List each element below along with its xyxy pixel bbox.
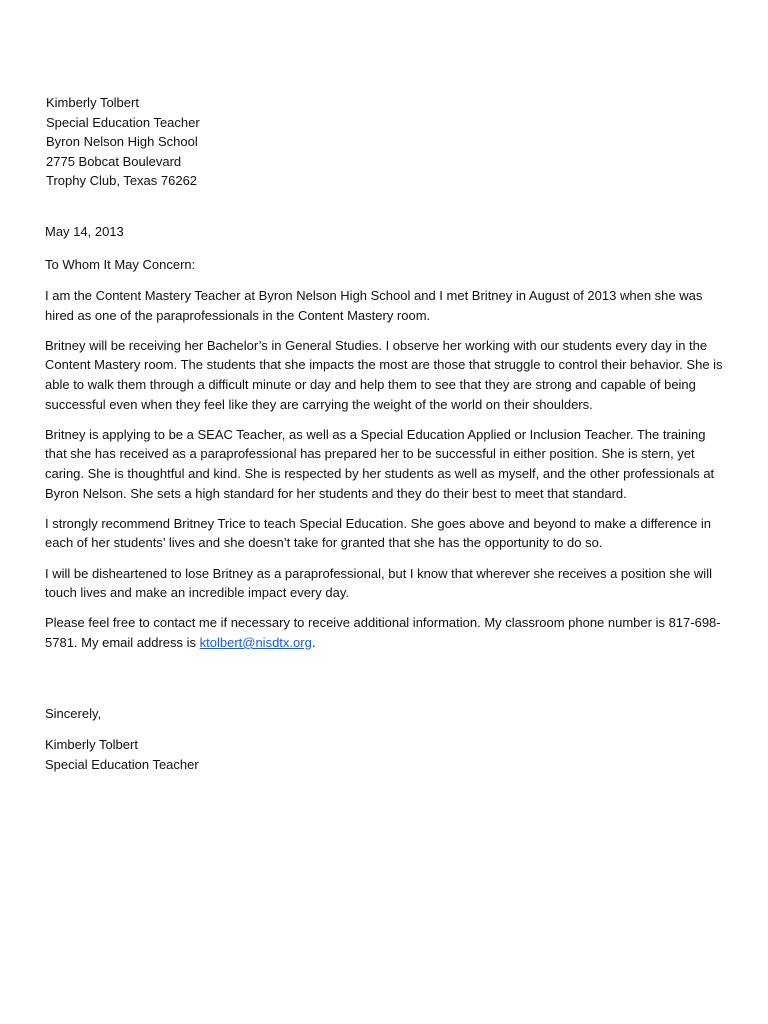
paragraph-qualifications: Britney is applying to be a SEAC Teacher, as well as a Special Education Applied or Inclusion Teacher. The training that she has received as a paraprofessional has prepared her to be successful in either position. She is stern, yet caring. She is thoughtful and kind. She is respected by her students as well as myself, and the other professionals at Byron Nelson. She sets a high standard for her students and they do their best to meet that standard. [45, 426, 715, 501]
salutation: To Whom It May Concern: [45, 257, 196, 272]
contact-text: Please feel free to contact me if necessary to receive additional information. My classroom phone number is 817-698-5781. My email address is [45, 615, 721, 650]
sender-city: Trophy Club, Texas 76262 [46, 173, 198, 189]
closing: Sincerely, [45, 706, 102, 721]
paragraph-introduction: I am the Content Mastery Teacher at Byron Nelson High School and I met Britney in August of 2013 when she was hired as one of the paraprofessionals in the Content Mastery room. [45, 288, 703, 323]
sender-school: Byron Nelson High School [46, 134, 198, 150]
signature-name: Kimberly Tolbert [45, 737, 138, 752]
letter-date: May 14, 2013 [45, 224, 124, 239]
sender-title: Special Education Teacher [46, 114, 200, 130]
signature-block [45, 735, 199, 774]
contact-end: . [311, 634, 316, 650]
paragraph-impact: I will be disheartened to lose Britney as a paraprofessional, but I know that wherever she receives a position she will touch lives and make an incredible impact every day. [45, 565, 712, 601]
letter-body [45, 286, 725, 663]
sender-street: 2775 Bobcat Boulevard [46, 153, 182, 169]
paragraph-recommendation: I strongly recommend Britney Trice to teach Special Education. She goes above and beyond to make a difference in each of her students’ lives and she doesn’t take for granted that she has the opportunity to do so. [45, 515, 712, 551]
signature-title: Special Education Teacher [45, 756, 199, 772]
paragraph-contact [45, 613, 725, 652]
sender-name: Kimberly Tolbert [46, 95, 139, 110]
email-link[interactable]: ktolbert@nisdtx.org [199, 634, 312, 650]
sender-address-block [46, 93, 200, 191]
paragraph-observation: Britney will be receiving her Bachelor’s in General Studies. I observe her working with our students every day in the Content Mastery room. The students that she impacts the most are those that struggle to control their behavior. She is able to walk them through a difficult minute or day and help them to see that they are strong and capable of being successful even when they feel like they are carrying the weight of the world on their shoulders. [45, 337, 723, 412]
